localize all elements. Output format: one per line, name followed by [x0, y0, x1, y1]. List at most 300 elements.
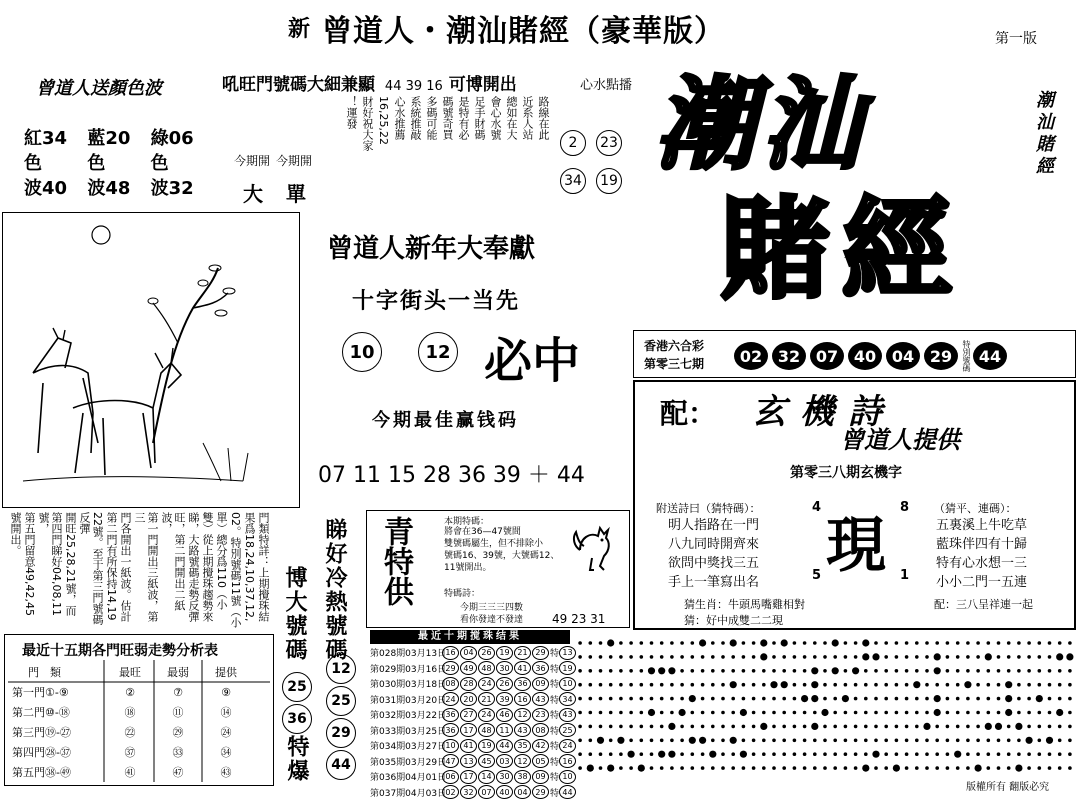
trend-dot: [895, 739, 899, 743]
special-lines: 將會在36—47號間 雙號碼屬生，但不排除小 號碼16、39號，大號碼12、 11號開出。: [444, 526, 559, 574]
trend-dot: [782, 697, 786, 701]
trend-dot: [1058, 725, 1062, 729]
trend-dot: [772, 641, 776, 645]
door-text: 門類特詳：上期攪珠結 果爲18,24,10,37,12, 02。特別號碼11號（小 單）總分爲110（小 雙）從上期攪珠趨勢來 睇，大路號碼走勢反彈 旺，第二門開出二紙波， 第一門開出三紙波，第三 門各開出一紙波。估計 第二門有所保持14,19 22號。至于第三門號碼反彈 開旺25,28,21號，而 第四門睇好04,08,11號， 第五門留意49,42,45 號開出。: [4, 512, 270, 632]
trend-dot: [966, 725, 970, 729]
trend-dot: [1027, 766, 1031, 770]
trend-dot: [987, 669, 991, 673]
trend-dot: [946, 697, 950, 701]
trend-dot: [782, 766, 786, 770]
trend-dot: [844, 655, 848, 659]
trend-dot: [1038, 711, 1042, 715]
trend-dot: [1038, 683, 1042, 687]
trend-dot: [752, 655, 756, 659]
trend-dot: [711, 683, 715, 687]
trend-hit-dot: [821, 709, 828, 716]
trend-dot: [905, 655, 909, 659]
trend-dot: [844, 711, 848, 715]
lottery-special-ball: 44: [973, 342, 1007, 370]
trend-dot: [680, 655, 684, 659]
trend-dot: [935, 739, 939, 743]
trend-dot: [803, 683, 807, 687]
poem-n8: 8: [900, 500, 909, 515]
trend-dot: [629, 641, 633, 645]
trend-hit-dot: [1005, 709, 1012, 716]
trend-dot: [762, 752, 766, 756]
trend-dot: [650, 641, 654, 645]
trend-dot: [1048, 641, 1052, 645]
trend-dot: [650, 655, 654, 659]
trend-dot: [925, 697, 929, 701]
trend-dot: [935, 641, 939, 645]
trend-dot: [1027, 711, 1031, 715]
trend-dot: [619, 655, 623, 659]
trend-dot: [1068, 683, 1072, 687]
trend-hit-dot: [985, 653, 992, 660]
trend-dot: [599, 697, 603, 701]
trend-hit-dot: [872, 653, 879, 660]
trend-hit-dot: [760, 639, 767, 646]
trend-dot: [701, 766, 705, 770]
trend-dot: [1058, 683, 1062, 687]
trend-dot: [578, 683, 582, 687]
lottery-balls: [734, 340, 1038, 372]
trend-dot: [803, 752, 807, 756]
trend-dot: [833, 725, 837, 729]
trend-dot: [731, 655, 735, 659]
trend-dot: [782, 669, 786, 673]
trend-dot: [711, 697, 715, 701]
trend-dot: [823, 697, 827, 701]
trend-hit-dot: [862, 653, 869, 660]
trend-hit-dot: [872, 751, 879, 758]
trend-dot: [762, 697, 766, 701]
trend-dot: [803, 711, 807, 715]
trend-dot: [966, 711, 970, 715]
trend-dot: [813, 766, 817, 770]
trend-dot: [762, 711, 766, 715]
trend-dot: [772, 655, 776, 659]
trend-dot: [721, 669, 725, 673]
trend-dot: [742, 655, 746, 659]
trend-dot: [803, 766, 807, 770]
trend-dot: [1027, 725, 1031, 729]
trend-hit-dot: [1005, 695, 1012, 702]
trend-dot: [731, 669, 735, 673]
special-poem-line-1: 今期三三三四數: [460, 600, 523, 613]
analysis-title: 最近十五期各門旺弱走勢分析表: [22, 640, 218, 660]
trend-dot: [874, 697, 878, 701]
hot-cold-right-circle: 25: [326, 686, 356, 716]
trend-dot: [925, 655, 929, 659]
trend-dot: [793, 641, 797, 645]
trend-dot: [956, 739, 960, 743]
trend-dot: [915, 641, 919, 645]
trend-dot: [680, 641, 684, 645]
trend-dot: [589, 655, 593, 659]
result-row: 第031期03月20日 24 20 21 39 16 43 特 34: [370, 692, 577, 708]
result-row: 第030期03月18日 08 28 24 26 36 09 特 10: [370, 676, 577, 692]
trend-dot: [578, 641, 582, 645]
trend-dot: [772, 725, 776, 729]
special-poem-line-2: 看你發達不發達: [460, 612, 523, 625]
trend-dot: [803, 669, 807, 673]
trend-dot: [823, 752, 827, 756]
trend-hit-dot: [597, 737, 604, 744]
trend-dot: [935, 752, 939, 756]
trend-dot: [874, 725, 878, 729]
lottery-ball: 04: [886, 342, 920, 370]
trend-dot: [599, 641, 603, 645]
trend-dot: [650, 739, 654, 743]
trend-dot: [854, 725, 858, 729]
trend-dot: [578, 752, 582, 756]
deer-illustration: [3, 213, 299, 507]
trend-dot: [1027, 697, 1031, 701]
trend-dot: [1017, 641, 1021, 645]
trend-dot: [1007, 655, 1011, 659]
logo-dujing: 賭經: [720, 190, 964, 310]
trend-dot: [691, 683, 695, 687]
trend-dot: [1017, 697, 1021, 701]
trend-dot: [640, 725, 644, 729]
trend-dot: [1048, 766, 1052, 770]
trend-dot: [966, 697, 970, 701]
poem-right-label: （猜平、連碼）：: [934, 500, 1017, 516]
offer-circle-1: 10: [342, 332, 382, 372]
trend-dot: [874, 683, 878, 687]
trend-dot: [997, 641, 1001, 645]
trend-dot: [1027, 655, 1031, 659]
trend-dot: [650, 697, 654, 701]
trend-hit-dot: [781, 681, 788, 688]
trend-dot: [691, 766, 695, 770]
trend-hit-dot: [913, 681, 920, 688]
trend-dot: [895, 725, 899, 729]
trend-dot: [1038, 641, 1042, 645]
trend-dot: [935, 725, 939, 729]
trend-dot: [864, 725, 868, 729]
trend-dot: [711, 711, 715, 715]
trend-dot: [578, 669, 582, 673]
trend-dot: [670, 711, 674, 715]
trend-hit-dot: [811, 723, 818, 730]
trend-dot: [731, 725, 735, 729]
trend-hit-dot: [658, 751, 665, 758]
trend-dot: [599, 725, 603, 729]
trend-dot: [895, 683, 899, 687]
trend-dot: [670, 641, 674, 645]
trend-dot: [793, 697, 797, 701]
trend-dot: [905, 739, 909, 743]
big-label: 大: [243, 178, 263, 207]
trend-dot: [772, 739, 776, 743]
trend-dot: [660, 725, 664, 729]
trend-dot: [691, 725, 695, 729]
trend-dot: [578, 766, 582, 770]
trend-dot: [884, 711, 888, 715]
special-label: 本期特碼：: [444, 514, 489, 527]
offer-must-win: 必中: [484, 322, 580, 391]
trend-dot: [742, 739, 746, 743]
special-poem-label: 特碼詩：: [444, 586, 480, 599]
trend-hit-dot: [862, 765, 869, 772]
trend-dot: [772, 766, 776, 770]
trend-dot: [997, 711, 1001, 715]
result-row: 第035期03月29日 47 13 45 03 12 05 特 16: [370, 754, 577, 770]
poem-left-lines: 明人指路在一門 八九同時開齊來 欲問中獎找三五 手上一筆寫出名: [668, 516, 759, 592]
trend-dot-grid: [575, 632, 1075, 778]
deer-illustration-frame: [2, 212, 300, 508]
trend-dot: [1048, 669, 1052, 673]
trend-dot: [660, 655, 664, 659]
trend-dot: [1048, 655, 1052, 659]
trend-hit-dot: [648, 709, 655, 716]
trend-dot: [946, 725, 950, 729]
trend-dot: [680, 669, 684, 673]
trend-dot: [752, 739, 756, 743]
trend-dot: [640, 752, 644, 756]
trend-hit-dot: [740, 709, 747, 716]
trend-dot: [711, 655, 715, 659]
trend-dot: [935, 766, 939, 770]
trend-dot: [1017, 669, 1021, 673]
result-row: 第034期03月27日 10 41 19 44 35 42 特 24: [370, 738, 577, 754]
trend-dot: [1048, 683, 1052, 687]
trend-hit-dot: [607, 639, 614, 646]
trend-dot: [752, 641, 756, 645]
logo-side-vertical: 潮汕賭經: [1030, 90, 1056, 178]
hot-cold-right-circle: 44: [326, 750, 356, 780]
trend-dot: [670, 739, 674, 743]
trend-dot: [1027, 683, 1031, 687]
lottery-label-2: 第零三七期: [644, 355, 704, 372]
trend-dot: [1058, 697, 1062, 701]
trend-dot: [956, 683, 960, 687]
trend-dot: [925, 669, 929, 673]
trend-dot: [864, 683, 868, 687]
trend-dot: [609, 697, 613, 701]
trend-hit-dot: [679, 709, 686, 716]
trend-dot: [762, 739, 766, 743]
trend-dot: [844, 752, 848, 756]
trend-dot: [874, 711, 878, 715]
trend-dot: [976, 711, 980, 715]
trend-dot: [752, 697, 756, 701]
shout-circle-1: 2: [560, 130, 586, 156]
trend-dot: [895, 697, 899, 701]
trend-dot: [976, 725, 980, 729]
trend-dot: [956, 669, 960, 673]
trend-dot: [813, 641, 817, 645]
trend-dot: [589, 697, 593, 701]
trend-dot: [1017, 655, 1021, 659]
trend-dot: [1048, 697, 1052, 701]
poem-n4: 4: [812, 500, 821, 515]
trend-hit-dot: [760, 723, 767, 730]
trend-dot: [854, 683, 858, 687]
trend-dot: [813, 752, 817, 756]
result-row: 第029期03月16日 29 49 48 30 41 36 特 19: [370, 661, 577, 677]
trend-dot: [660, 766, 664, 770]
trend-dot: [589, 752, 593, 756]
trend-dot: [742, 669, 746, 673]
trend-dot: [1048, 752, 1052, 756]
trend-dot: [772, 697, 776, 701]
trend-dot: [1007, 725, 1011, 729]
trend-dot: [1068, 711, 1072, 715]
trend-hit-dot: [811, 695, 818, 702]
trend-dot: [987, 766, 991, 770]
trend-dot: [680, 725, 684, 729]
trend-dot: [742, 725, 746, 729]
trend-dot: [701, 725, 705, 729]
trend-dot: [915, 655, 919, 659]
trend-dot: [629, 683, 633, 687]
trend-dot: [721, 725, 725, 729]
trend-hit-dot: [587, 765, 594, 772]
trend-dot: [854, 697, 858, 701]
trend-dot: [1007, 766, 1011, 770]
trend-dot: [823, 766, 827, 770]
trend-dot: [609, 655, 613, 659]
trend-dot: [599, 752, 603, 756]
color-wave-table: 紅34 藍20 綠06 色 色 色 波40 波48 波32: [24, 126, 214, 201]
trend-dot: [640, 697, 644, 701]
trend-dot: [752, 752, 756, 756]
trend-dot: [782, 752, 786, 756]
trend-dot: [640, 739, 644, 743]
trend-dot: [844, 669, 848, 673]
trend-dot: [772, 752, 776, 756]
trend-dot: [589, 739, 593, 743]
trend-dot: [680, 752, 684, 756]
single-label: 單: [286, 178, 306, 207]
trend-hit-dot: [954, 751, 961, 758]
trend-dot: [691, 655, 695, 659]
trend-hit-dot: [760, 653, 767, 660]
trend-dot: [619, 752, 623, 756]
trend-dot: [680, 683, 684, 687]
trend-dot: [742, 766, 746, 770]
trend-dot: [966, 669, 970, 673]
trend-dot: [578, 739, 582, 743]
trend-hit-dot: [781, 639, 788, 646]
trend-dot: [803, 655, 807, 659]
trend-dot: [987, 641, 991, 645]
trend-dot: [956, 725, 960, 729]
trend-dot: [619, 711, 623, 715]
trend-hit-dot: [832, 639, 839, 646]
trend-dot: [874, 669, 878, 673]
trend-hit-dot: [617, 737, 624, 744]
trend-dot: [619, 641, 623, 645]
trend-dot: [823, 739, 827, 743]
trend-dot: [731, 711, 735, 715]
trend-dot: [925, 683, 929, 687]
trend-hit-dot: [628, 751, 635, 758]
trend-dot: [833, 655, 837, 659]
trend-dot: [670, 655, 674, 659]
result-row: 第036期04月01日 06 17 14 30 38 09 特 10: [370, 769, 577, 785]
trend-hit-dot: [995, 723, 1002, 730]
trend-dot: [803, 641, 807, 645]
trend-dot: [599, 766, 603, 770]
trend-dot: [895, 711, 899, 715]
trend-dot: [762, 683, 766, 687]
trend-dot: [589, 711, 593, 715]
special-numbers: 49 23 31: [552, 612, 605, 626]
trend-dot: [854, 641, 858, 645]
trend-dot: [578, 725, 582, 729]
trend-dot: [629, 725, 633, 729]
trend-dot: [731, 697, 735, 701]
trend-dot: [823, 669, 827, 673]
trend-dot: [752, 725, 756, 729]
trend-dot: [1007, 739, 1011, 743]
trend-dot: [1017, 739, 1021, 743]
trend-hit-dot: [964, 681, 971, 688]
trend-dot: [578, 711, 582, 715]
trend-dot: [976, 683, 980, 687]
trend-dot: [711, 669, 715, 673]
offer-numbers: 07 11 15 28 36 39 ＋ 44: [318, 458, 585, 489]
trend-dot: [956, 641, 960, 645]
trend-hit-dot: [1036, 695, 1043, 702]
trend-dot: [976, 739, 980, 743]
trend-dot: [589, 641, 593, 645]
trend-dot: [680, 697, 684, 701]
trend-hit-dot: [1056, 709, 1063, 716]
trend-hit-dot: [668, 751, 675, 758]
trend-hit-dot: [934, 667, 941, 674]
trend-dot: [884, 697, 888, 701]
trend-dot: [823, 655, 827, 659]
trend-dot: [1068, 725, 1072, 729]
offer-best-label: 今期最佳赢钱码: [372, 406, 519, 432]
trend-dot: [987, 711, 991, 715]
trend-dot: [1038, 752, 1042, 756]
trend-dot: [884, 739, 888, 743]
trend-dot: [711, 641, 715, 645]
trend-dot: [589, 669, 593, 673]
hot-cold-right-circle: 29: [326, 718, 356, 748]
trend-dot: [997, 739, 1001, 743]
trend-dot: [752, 766, 756, 770]
special-label: 特別號碼: [962, 340, 971, 372]
new-mark: 新: [288, 12, 310, 43]
trend-dot: [782, 655, 786, 659]
trend-hit-dot: [689, 737, 696, 744]
trend-dot: [640, 655, 644, 659]
trend-hit-dot: [689, 695, 696, 702]
trend-dot: [844, 766, 848, 770]
trend-dot: [925, 711, 929, 715]
trend-dot: [833, 739, 837, 743]
trend-dot: [905, 683, 909, 687]
trend-dot: [650, 752, 654, 756]
trend-dot: [640, 711, 644, 715]
trend-hit-dot: [842, 695, 849, 702]
trend-dot: [915, 697, 919, 701]
trend-dot: [691, 711, 695, 715]
trend-dot: [752, 711, 756, 715]
trend-dot: [619, 725, 623, 729]
poem-guess-1: 猜生肖：牛頭馬嘴雞相對: [684, 596, 805, 612]
trend-dot: [650, 766, 654, 770]
trend-hit-dot: [1015, 723, 1022, 730]
shout-circle-3: 34: [560, 168, 586, 194]
